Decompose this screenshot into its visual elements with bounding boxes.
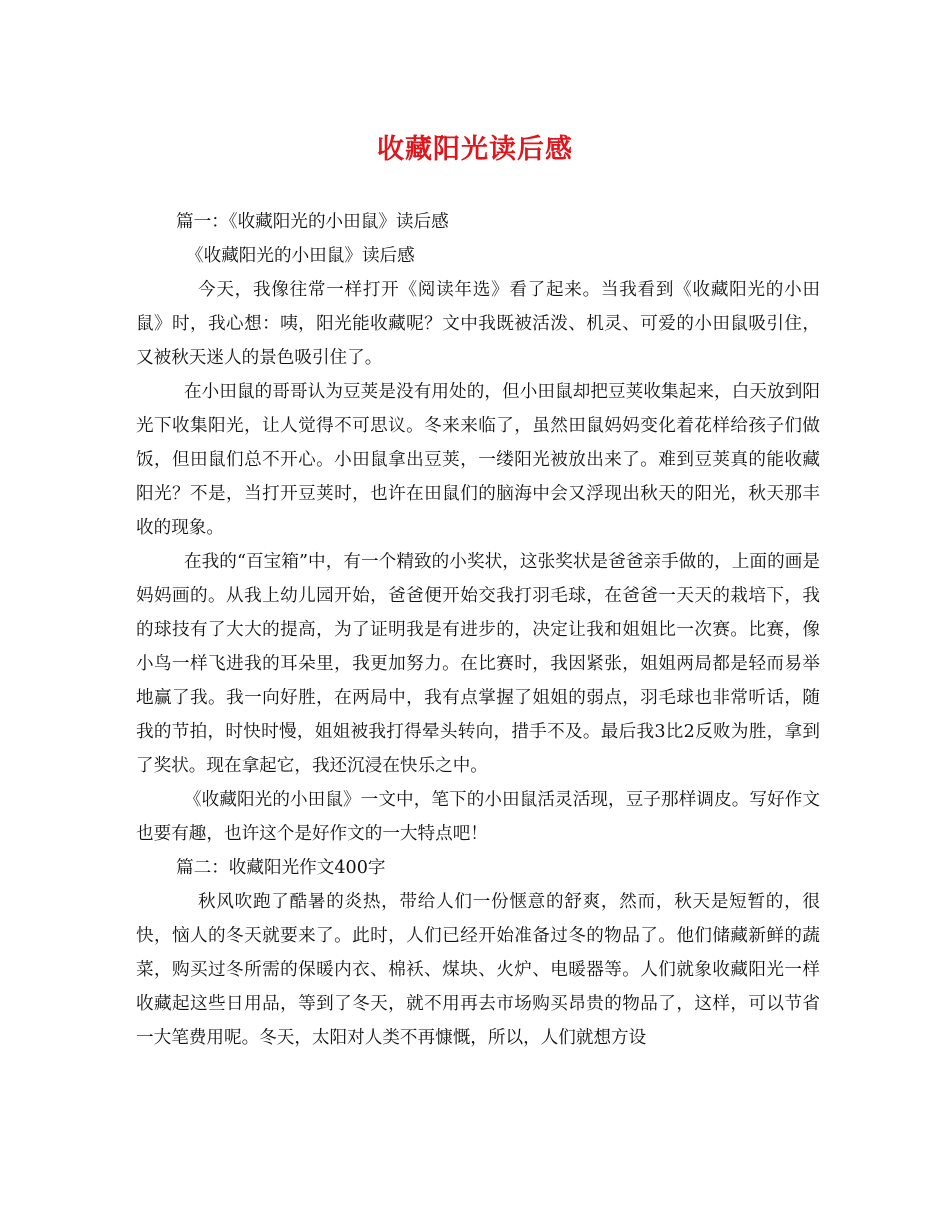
section2-paragraph: 秋风吹跑了酷暑的炎热，带给人们一份惬意的舒爽，然而，秋天是短暂的，很快，恼人的冬天就要来了。此时，人们已经开始准备过冬的物品了。他们储藏新鲜的蔬菜，购买过冬所需的保暖内衣、棉袄、煤块、火炉、电暖器等。人们就象收藏阳光一样收藏起这些日用品，等到了冬天，就不用再去市场购买昂贵的物品了，这样，可以节省一大笔费用呢。冬天，太阳对人类不再慷慨，所以，人们就想方设: [136, 892, 820, 1048]
page-title: 收藏阳光读后感: [377, 134, 573, 165]
paragraph-3: 在我的“百宝箱”中，有一个精致的小奖状，这张奖状是爸爸亲手做的，上面的画是妈妈画的。从我上幼儿园开始，爸爸便开始交我打羽毛球，在爸爸一天天的栽培下，我的球技有了大大的提高，为了证明我是有进步的，决定让我和姐姐比一次赛。比赛，像小鸟一样飞进我的耳朵里，我更加努力。在比赛时，我因紧张，姐姐两局都是轻而易举地赢了我。我一向好胜，在两局中，我有点掌握了姐姐的弱点，羽毛球也非常听话，随我的节拍，时快时慢，姐姐被我打得晕头转向，措手不及。最后我3比2反败为胜，拿到了奖状。现在拿起它，我还沉浸在快乐之中。: [136, 552, 820, 776]
document-body: [136, 205, 820, 1055]
paragraph-4: 《收藏阳光的小田鼠》一文中，笔下的小田鼠活灵活现，豆子那样调皮。写好作文也要有趣，也许这个是好作文的一大特点吧！: [136, 790, 820, 844]
section2-heading: 篇二：收藏阳光作文400字: [176, 858, 386, 878]
paragraph-2: 在小田鼠的哥哥认为豆荚是没有用处的，但小田鼠却把豆荚收集起来，白天放到阳光下收集阳光，让人觉得不可思议。冬来来临了，虽然田鼠妈妈变化着花样给孩子们做饭，但田鼠们总不开心。小田鼠拿出豆荚，一缕阳光被放出来了。难到豆荚真的能收藏阳光？不是，当打开豆荚时，也许在田鼠们的脑海中会又浮现出秋天的阳光，秋天那丰收的现象。: [136, 382, 820, 538]
section1-subheading: 《收藏阳光的小田鼠》读后感: [186, 246, 415, 266]
section1-heading: 篇一：《收藏阳光的小田鼠》读后感: [176, 212, 449, 232]
paragraph-1: 今天，我像往常一样打开《阅读年选》看了起来。当我看到《收藏阳光的小田鼠》时，我心想：咦，阳光能收藏呢？文中我既被活泼、机灵、可爱的小田鼠吸引住，又被秋天迷人的景色吸引住了。: [136, 280, 820, 368]
